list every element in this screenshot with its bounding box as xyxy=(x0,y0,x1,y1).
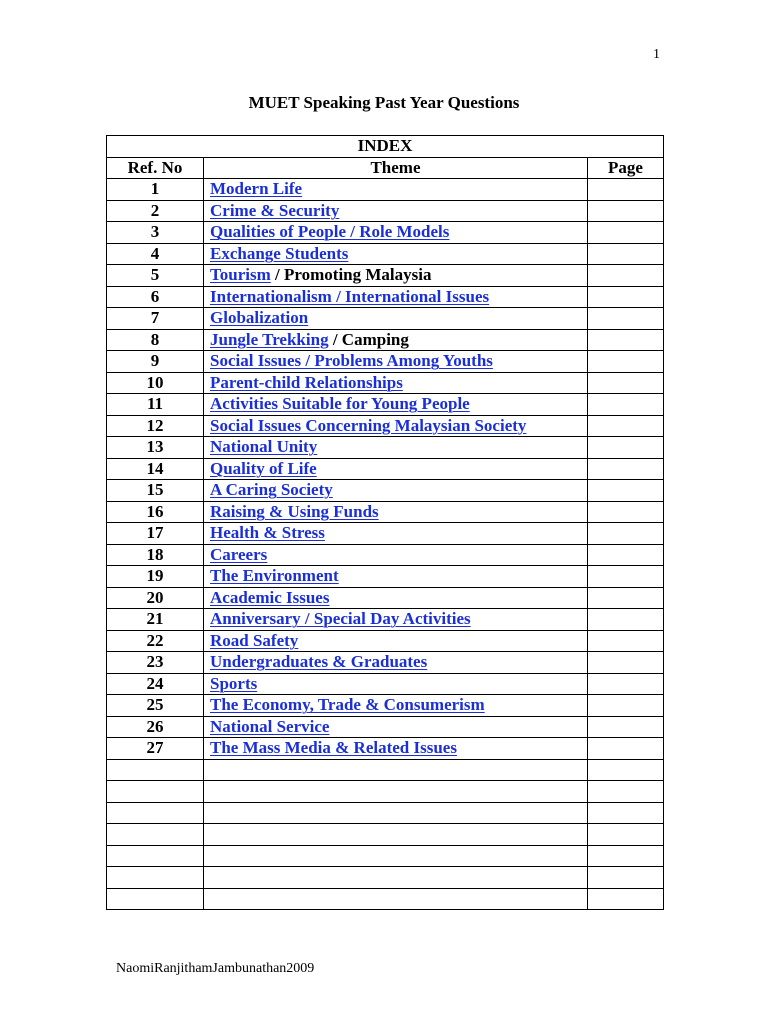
theme-cell xyxy=(204,695,588,717)
ref-no-cell xyxy=(107,759,204,781)
ref-no-cell xyxy=(107,824,204,846)
ref-no-cell xyxy=(107,802,204,824)
page-cell xyxy=(588,480,664,502)
table-row xyxy=(107,673,664,695)
theme-link[interactable]: National Service xyxy=(210,716,330,736)
theme-link[interactable]: Social Issues Concerning Malaysian Society xyxy=(210,415,527,435)
theme-cell xyxy=(204,200,588,222)
ref-no-cell xyxy=(107,888,204,910)
table-row xyxy=(107,265,664,287)
theme-link[interactable]: Road Safety xyxy=(210,630,299,650)
theme-cell xyxy=(204,394,588,416)
page-cell xyxy=(588,781,664,803)
theme-cell xyxy=(204,824,588,846)
page-cell xyxy=(588,759,664,781)
page-cell xyxy=(588,437,664,459)
theme-link[interactable]: Crime & Security xyxy=(210,200,340,220)
ref-no-cell: 18 xyxy=(107,544,204,566)
table-row xyxy=(107,394,664,416)
table-row xyxy=(107,544,664,566)
page-cell xyxy=(588,695,664,717)
page-cell xyxy=(588,802,664,824)
page-cell xyxy=(588,523,664,545)
ref-no-cell: 21 xyxy=(107,609,204,631)
theme-link[interactable]: Raising & Using Funds xyxy=(210,501,379,521)
column-header-page: Page xyxy=(588,157,664,179)
theme-link[interactable]: Qualities of People / Role Models xyxy=(210,222,450,242)
theme-cell xyxy=(204,351,588,373)
theme-suffix-text: / Promoting Malaysia xyxy=(270,265,432,285)
table-row xyxy=(107,179,664,201)
page-number: 1 xyxy=(653,47,660,62)
theme-link[interactable]: Activities Suitable for Young People xyxy=(210,394,470,414)
theme-cell xyxy=(204,415,588,437)
theme-cell xyxy=(204,437,588,459)
page-cell xyxy=(588,415,664,437)
ref-no-cell: 7 xyxy=(107,308,204,330)
table-row xyxy=(107,437,664,459)
page-cell xyxy=(588,243,664,265)
page-cell xyxy=(588,544,664,566)
ref-no-cell xyxy=(107,845,204,867)
ref-no-cell: 17 xyxy=(107,523,204,545)
table-row xyxy=(107,845,664,867)
table-row xyxy=(107,587,664,609)
theme-link[interactable]: The Economy, Trade & Consumerism xyxy=(210,695,485,715)
ref-no-cell xyxy=(107,867,204,889)
ref-no-cell: 6 xyxy=(107,286,204,308)
theme-cell xyxy=(204,544,588,566)
page-cell xyxy=(588,222,664,244)
theme-cell xyxy=(204,329,588,351)
ref-no-cell: 15 xyxy=(107,480,204,502)
index-body xyxy=(107,179,664,910)
ref-no-cell: 4 xyxy=(107,243,204,265)
page-cell xyxy=(588,630,664,652)
theme-cell xyxy=(204,609,588,631)
theme-link[interactable]: Health & Stress xyxy=(210,523,325,543)
ref-no-cell: 5 xyxy=(107,265,204,287)
theme-link[interactable]: Globalization xyxy=(210,308,309,328)
ref-no-cell: 25 xyxy=(107,695,204,717)
ref-no-cell: 14 xyxy=(107,458,204,480)
theme-cell xyxy=(204,243,588,265)
theme-link[interactable]: The Environment xyxy=(210,566,339,586)
theme-cell xyxy=(204,738,588,760)
theme-cell xyxy=(204,716,588,738)
ref-no-cell: 9 xyxy=(107,351,204,373)
table-row xyxy=(107,716,664,738)
page-cell xyxy=(588,566,664,588)
theme-cell xyxy=(204,759,588,781)
index-table xyxy=(106,135,664,910)
ref-no-cell: 12 xyxy=(107,415,204,437)
theme-link[interactable]: Undergraduates & Graduates xyxy=(210,652,428,672)
table-row xyxy=(107,523,664,545)
ref-no-cell: 1 xyxy=(107,179,204,201)
theme-cell xyxy=(204,673,588,695)
theme-link[interactable]: Modern Life xyxy=(210,179,303,199)
page-cell xyxy=(588,351,664,373)
theme-link[interactable]: Social Issues / Problems Among Youths xyxy=(210,351,493,371)
page-cell xyxy=(588,200,664,222)
header-row xyxy=(107,157,664,179)
page-cell xyxy=(588,458,664,480)
table-row xyxy=(107,802,664,824)
ref-no-cell: 26 xyxy=(107,716,204,738)
theme-cell xyxy=(204,781,588,803)
theme-link[interactable]: Exchange Students xyxy=(210,243,349,263)
theme-cell xyxy=(204,630,588,652)
ref-no-cell: 13 xyxy=(107,437,204,459)
index-caption-row xyxy=(107,136,664,158)
table-row xyxy=(107,759,664,781)
footer-author: NaomiRanjithamJambunathan2009 xyxy=(116,961,315,976)
theme-link[interactable]: Parent-child Relationships xyxy=(210,372,403,392)
page-cell xyxy=(588,394,664,416)
ref-no-cell xyxy=(107,781,204,803)
table-row xyxy=(107,372,664,394)
table-row xyxy=(107,652,664,674)
document-title: MUET Speaking Past Year Questions xyxy=(248,93,520,112)
table-row xyxy=(107,824,664,846)
page-cell xyxy=(588,609,664,631)
theme-cell xyxy=(204,587,588,609)
page-cell xyxy=(588,845,664,867)
page-cell xyxy=(588,372,664,394)
table-row xyxy=(107,501,664,523)
table-row xyxy=(107,480,664,502)
table-row xyxy=(107,222,664,244)
ref-no-cell: 19 xyxy=(107,566,204,588)
ref-no-cell: 11 xyxy=(107,394,204,416)
theme-link[interactable]: A Caring Society xyxy=(210,480,333,500)
ref-no-cell: 24 xyxy=(107,673,204,695)
theme-link[interactable]: Sports xyxy=(210,673,258,693)
theme-cell xyxy=(204,222,588,244)
theme-cell xyxy=(204,867,588,889)
page-cell xyxy=(588,888,664,910)
table-row xyxy=(107,415,664,437)
page-cell xyxy=(588,673,664,695)
theme-cell xyxy=(204,501,588,523)
page-cell xyxy=(588,501,664,523)
table-row xyxy=(107,286,664,308)
table-row xyxy=(107,308,664,330)
table-row xyxy=(107,630,664,652)
index-caption: INDEX xyxy=(107,136,664,158)
page-cell xyxy=(588,716,664,738)
ref-no-cell: 27 xyxy=(107,738,204,760)
ref-no-cell: 22 xyxy=(107,630,204,652)
column-header-theme: Theme xyxy=(204,157,588,179)
table-row xyxy=(107,609,664,631)
theme-link[interactable]: Academic Issues xyxy=(210,587,330,607)
theme-cell xyxy=(204,888,588,910)
table-row xyxy=(107,781,664,803)
ref-no-cell: 16 xyxy=(107,501,204,523)
ref-no-cell: 3 xyxy=(107,222,204,244)
table-row xyxy=(107,458,664,480)
theme-link[interactable]: Internationalism / International Issues xyxy=(210,286,490,306)
theme-link[interactable]: Quality of Life xyxy=(210,458,317,478)
table-row xyxy=(107,243,664,265)
ref-no-cell: 10 xyxy=(107,372,204,394)
theme-link[interactable]: The Mass Media & Related Issues xyxy=(210,738,457,758)
table-row xyxy=(107,329,664,351)
ref-no-cell: 23 xyxy=(107,652,204,674)
theme-link[interactable]: National Unity xyxy=(210,437,318,457)
table-row xyxy=(107,695,664,717)
page-cell xyxy=(588,867,664,889)
theme-suffix-text: / Camping xyxy=(328,329,409,349)
page-cell xyxy=(588,738,664,760)
column-header-ref-no: Ref. No xyxy=(107,157,204,179)
theme-cell xyxy=(204,372,588,394)
theme-cell xyxy=(204,802,588,824)
page-cell xyxy=(588,265,664,287)
theme-cell xyxy=(204,845,588,867)
page-cell xyxy=(588,329,664,351)
page-cell xyxy=(588,824,664,846)
page-cell xyxy=(588,308,664,330)
theme-cell xyxy=(204,179,588,201)
ref-no-cell: 2 xyxy=(107,200,204,222)
table-row xyxy=(107,351,664,373)
page-cell xyxy=(588,652,664,674)
page-cell xyxy=(588,179,664,201)
theme-link[interactable]: Jungle Trekking xyxy=(210,329,329,349)
theme-cell xyxy=(204,308,588,330)
table-row xyxy=(107,200,664,222)
theme-cell xyxy=(204,265,588,287)
theme-cell xyxy=(204,286,588,308)
ref-no-cell: 20 xyxy=(107,587,204,609)
table-row xyxy=(107,738,664,760)
page-cell xyxy=(588,286,664,308)
theme-cell xyxy=(204,480,588,502)
table-row xyxy=(107,867,664,889)
page-cell xyxy=(588,587,664,609)
table-row xyxy=(107,566,664,588)
ref-no-cell: 8 xyxy=(107,329,204,351)
theme-cell xyxy=(204,523,588,545)
theme-link[interactable]: Tourism xyxy=(210,265,271,285)
table-row xyxy=(107,888,664,910)
theme-cell xyxy=(204,652,588,674)
theme-link[interactable]: Careers xyxy=(210,544,268,564)
theme-cell xyxy=(204,566,588,588)
theme-cell xyxy=(204,458,588,480)
theme-link[interactable]: Anniversary / Special Day Activities xyxy=(210,609,471,629)
